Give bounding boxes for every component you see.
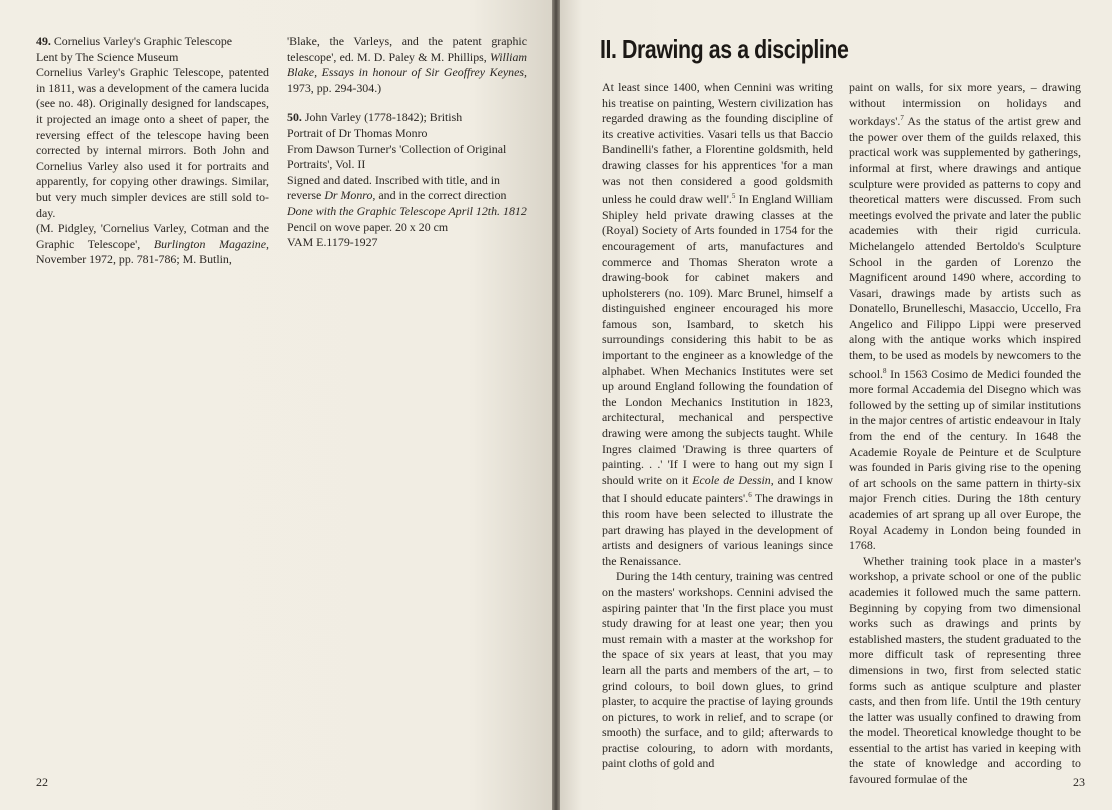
entry-49-reference: (M. Pidgley, 'Cornelius Varley, Cotman and the Graphic Telescope', Burlington Magazine, November 1972, pp. 781-786; M. Butlin, (36, 221, 269, 267)
essay-paragraph: At least since 1400, when Cennini was writing his treatise on painting, Western civilization has regarded drawing as the founding discipline of its creative activities. Vasari tells us that Baccio Bandinelli's father, a Florentine goldsmith, held drawing classes for his apprentices 'for a man was not then considered a good goldsmith unless he could draw well'.$^5$ In England William Shipley held private drawing classes at the (Royal) Society of Arts founded in 1754 for the encouragement of arts, manufactures and commerce and Thomas Sheraton wrote a drawing-book for cabinet makers and upholsterers (no. 109). Marc Brunel, himself a distinguished engineer encouraged his more famous son, Isambard, to sketch his surroundings considering this habit to be as important to the engineer as a knowledge of the alphabet. When Mechanics Institutes were set up around England following the foundation of the London Mechanics Institution in 1823, architectural, mechanical and perspective drawing were among the subjects taught. While Ingres claimed 'Drawing is three quarters of painting. . .' 'If I were to hang out my sign I should write on it Ecole de Dessin, and I know that I should educate painters'.$^6$ The drawings in this room have been selected to illustrate the part drawing has played in the development of artists and designers of various leanings since the Renaissance. (602, 80, 834, 568)
catalogue-column-2 (287, 34, 527, 251)
essay-column-1 (602, 80, 833, 772)
essay-paragraph: During the 14th century, training was centred on the masters' workshops. Cennini advised the aspiring painter that 'In the first place you must study drawing for at least one year; then you must remain with a master at the workshop for the space of six years at least, that you may learn all the parts and members of the art, – to grind colours, to boil down glues, to grind plaster, to acquire the practise of laying grounds on pictures, to work in relief, and to scrape (or smooth) the surface, and to gild; afterwards to practise colouring, to adorn with mordants, paint cloths of gold and (602, 569, 833, 771)
catalogue-column-1 (36, 34, 269, 268)
chapter-heading: II. Drawing as a discipline (600, 34, 849, 64)
page-number-right: 23 (1073, 775, 1085, 789)
entry-50-inscription: Signed and dated. Inscribed with title, and in reverse Dr Monro, and in the correct direction Done with the Graphic Telescope April 12th. 1812 (287, 172, 527, 218)
page-number-left: 22 (36, 775, 48, 789)
entry-49-title: 49. Cornelius Varley's Graphic Telescope (36, 34, 233, 48)
entry-50-title: 50. John Varley (1778-1842); British (287, 110, 463, 125)
entry-49-description: Cornelius Varley's Graphic Telescope, patented in 1811, was a development of the camera lucida (see no. 48). Originally designed for landscapes, it projected an image onto a sheet of paper, the reversing effect of the telescope having been corrected by internal mirrors. Both John and Cornelius Varley also used it for portraits and apparently, for copying other drawings. Similar, but very much simpler devices are still sold to-day. (36, 65, 269, 220)
entry-49-lender: Lent by The Science Museum (36, 49, 179, 64)
reference-continued: 'Blake, the Varleys, and the patent graphic telescope', ed. M. D. Paley & M. Phillips, William Blake, Essays in honour of Sir Geoffrey Keynes, 1973, pp. 294-304.) (287, 34, 527, 95)
essay-paragraph: Whether training took place in a master's workshop, a private school or one of the public academies it followed much the same pattern. Beginning by copying from two dimensional works such as drawings and prints by established masters, the student graduated to the more difficult task of representing three dimensions in two, first from selected static forms such as antique sculpture and plaster casts, and then from life. Until the 19th century the latter was usually confined to drawing from the model. Theoretical knowledge thought to be essential to the artist has varied in keeping with the state of knowledge and according to favoured formulae of the (849, 553, 1081, 787)
essay-column-2 (849, 80, 1081, 788)
entry-50-medium: Pencil on wove paper. 20 x 20 cm (287, 219, 449, 234)
entry-50-museum-number: VAM E.1179-1927 (287, 235, 378, 250)
left-page (0, 0, 552, 810)
entry-50-subject: Portrait of Dr Thomas Monro (287, 125, 428, 140)
book-gutter (552, 0, 560, 810)
essay-paragraph: paint on walls, for six more years, – drawing without intermission on holidays and workdays'.$^7$ As the status of the artist grew and the power over them of the guilds relaxed, this practical work was supplemented by gatherings, informal at first, where drawings and antique sculpture were provided as patterns to copy and theoretical matters were discussed. From such meetings evolved the private and later the public academies with their rigid curricula. Michelangelo attended Bertoldo's Sculpture School in the garden of Lorenzo the Magnificent around 1490 where, according to Vasari, drawings made by artists such as Donatello, Brunelleschi, Masaccio, Uccello, Fra Angelico and Filippo Lippi were preserved along with the antique works which inspired them, to be used as models by newcomers to the school.$^8$ In 1563 Cosimo de Medici founded the more formal Accademia del Disegno which was followed by the setting up of similar institutions in the major centres of artistic endeavour in Italy from the end of the century. In 1648 the Academie Royale de Peinture et de Sculpture was founded in Paris giving rise to the opening of art schools on the same pattern in thirty-six major French cities. During the 18th century academies of art sprang up all over Europe, the Royal Academy in London being founded in 1768. (849, 80, 1081, 553)
entry-50-provenance: From Dawson Turner's 'Collection of Original Portraits', Vol. II (287, 141, 507, 172)
